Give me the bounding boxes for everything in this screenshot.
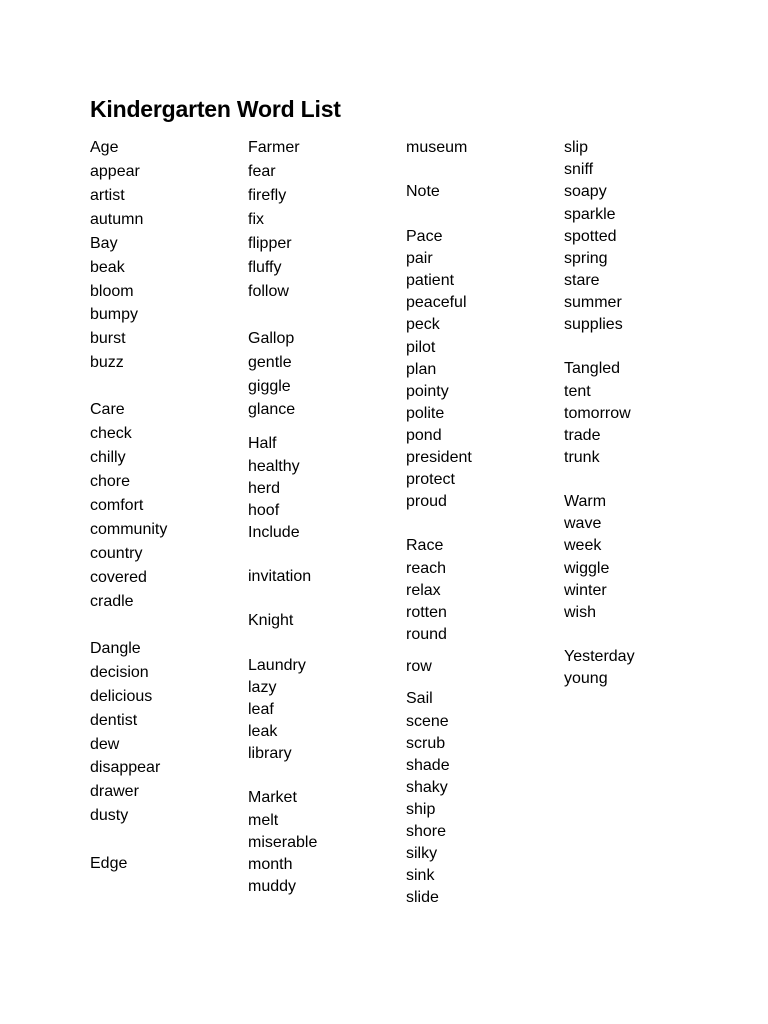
word-item: hoof <box>248 502 280 519</box>
word-item: healthy <box>248 458 300 475</box>
page-title: Kindergarten Word List <box>90 96 341 122</box>
word-item: covered <box>90 569 147 586</box>
word-item: cradle <box>90 593 134 610</box>
word-item: Edge <box>90 855 128 872</box>
word-item: summer <box>564 294 622 311</box>
word-item: fluffy <box>248 259 282 276</box>
word-item: country <box>90 545 143 562</box>
word-item: comfort <box>90 497 144 514</box>
word-item: dew <box>90 736 120 753</box>
word-item: scrub <box>406 735 446 752</box>
word-item: patient <box>406 272 455 289</box>
word-item: row <box>406 658 432 675</box>
word-item: artist <box>90 187 125 204</box>
word-item: Laundry <box>248 657 306 674</box>
word-item: wiggle <box>564 560 610 577</box>
word-item: stare <box>564 272 600 289</box>
word-item: gentle <box>248 354 292 371</box>
word-item: sink <box>406 867 435 884</box>
word-item: Yesterday <box>564 648 635 665</box>
word-item: museum <box>406 139 468 156</box>
word-item: ship <box>406 801 436 818</box>
word-item: Include <box>248 524 300 541</box>
word-item: slip <box>564 139 589 156</box>
word-item: bumpy <box>90 306 139 323</box>
word-item: supplies <box>564 316 623 333</box>
word-item: autumn <box>90 211 144 228</box>
word-item: plan <box>406 361 437 378</box>
word-item: tent <box>564 383 591 400</box>
word-item: Bay <box>90 235 118 252</box>
word-item: Tangled <box>564 360 621 377</box>
word-item: dentist <box>90 712 138 729</box>
word-item: Pace <box>406 228 443 245</box>
word-item: glance <box>248 401 296 418</box>
word-item: silky <box>406 845 438 862</box>
word-item: appear <box>90 163 140 180</box>
word-item: Farmer <box>248 139 300 156</box>
word-item: buzz <box>90 354 124 371</box>
word-item: Half <box>248 435 277 452</box>
word-item: shaky <box>406 779 448 796</box>
word-item: president <box>406 449 472 466</box>
word-item: winter <box>564 582 607 599</box>
word-item: fear <box>248 163 276 180</box>
word-item: flipper <box>248 235 292 252</box>
word-item: Age <box>90 139 119 156</box>
word-item: pair <box>406 250 433 267</box>
word-item: chilly <box>90 449 126 466</box>
word-item: polite <box>406 405 445 422</box>
word-item: rotten <box>406 604 447 621</box>
word-item: check <box>90 425 132 442</box>
word-item: reach <box>406 560 447 577</box>
word-item: protect <box>406 471 455 488</box>
word-item: miserable <box>248 834 318 851</box>
word-item: Warm <box>564 493 607 510</box>
word-item: slide <box>406 889 439 906</box>
word-item: scene <box>406 713 449 730</box>
word-item: shade <box>406 757 450 774</box>
word-item: Market <box>248 789 297 806</box>
word-item: fix <box>248 211 264 228</box>
word-item: Race <box>406 537 444 554</box>
word-item: Sail <box>406 690 433 707</box>
word-item: Care <box>90 401 125 418</box>
word-item: bloom <box>90 283 134 300</box>
word-item: spring <box>564 250 608 267</box>
word-item: leaf <box>248 701 274 718</box>
word-item: round <box>406 626 447 643</box>
word-item: chore <box>90 473 131 490</box>
word-item: soapy <box>564 183 607 200</box>
word-item: delicious <box>90 688 153 705</box>
word-item: library <box>248 745 292 762</box>
word-item: peck <box>406 316 440 333</box>
word-item: spotted <box>564 228 617 245</box>
word-item: drawer <box>90 783 139 800</box>
word-item: Knight <box>248 612 294 629</box>
word-item: disappear <box>90 759 161 776</box>
word-item: giggle <box>248 378 291 395</box>
word-item: tomorrow <box>564 405 631 422</box>
word-item: community <box>90 521 168 538</box>
word-item: relax <box>406 582 441 599</box>
word-item: young <box>564 670 608 687</box>
word-item: herd <box>248 480 281 497</box>
word-item: burst <box>90 330 126 347</box>
word-item: follow <box>248 283 289 300</box>
word-item: trade <box>564 427 601 444</box>
word-item: Dangle <box>90 640 141 657</box>
word-item: trunk <box>564 449 600 466</box>
word-item: sniff <box>564 161 594 178</box>
word-item: decision <box>90 664 149 681</box>
word-item: Gallop <box>248 330 295 347</box>
word-item: week <box>564 537 602 554</box>
word-item: muddy <box>248 878 297 895</box>
word-item: beak <box>90 259 125 276</box>
word-item: leak <box>248 723 278 740</box>
word-item: invitation <box>248 568 312 585</box>
word-item: wave <box>564 515 602 532</box>
word-item: pilot <box>406 339 436 356</box>
word-item: dusty <box>90 807 129 824</box>
word-item: month <box>248 856 293 873</box>
word-item: firefly <box>248 187 287 204</box>
word-item: shore <box>406 823 447 840</box>
word-item: pointy <box>406 383 449 400</box>
word-item: wish <box>564 604 597 621</box>
word-item: melt <box>248 812 279 829</box>
word-item: pond <box>406 427 442 444</box>
word-item: sparkle <box>564 206 616 223</box>
word-item: Note <box>406 183 440 200</box>
word-item: peaceful <box>406 294 467 311</box>
word-item: proud <box>406 493 447 510</box>
word-item: lazy <box>248 679 277 696</box>
